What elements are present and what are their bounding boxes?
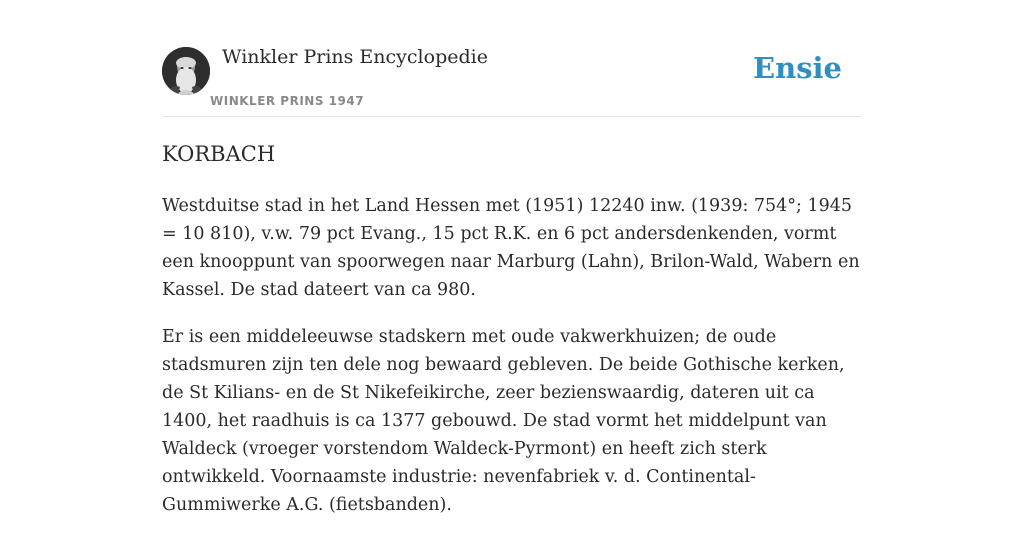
article-paragraph: Er is een middeleeuwse stadskern met oude vakwerkhuizen; de oude stadsmuren zijn ten dele nog bewaard gebleven. De beide Gothische kerken, de St Kilians- en de St Nikefeikirche, zeer bezienswaardig, dateren uit ca 1400, het raadhuis is ca 1377 gebouwd. De stad vormt het middelpunt van Waldeck (vroeger vorstendom Waldeck-Pyrmont) en heeft zich sterk ontwikkeld. Voornaamste industrie: nevenfabriek v. d. Continental-Gummiwerke A.G. (fietsbanden). [162,327,845,515]
article-paragraph: Westduitse stad in het Land Hessen met (1951) 12240 inw. (1939: 754°; 1945 = 10 810), v.w. 79 pct Evang., 15 pct R.K. en 6 pct andersdenkenden, vormt een knooppunt van spoorwegen naar Marburg (Lahn), Brilon-Wald, Wabern en Kassel. De stad dateert van ca 980. [162,196,860,300]
article-title: KORBACH [162,142,276,166]
header [162,0,862,117]
edition-label[interactable]: WINKLER PRINS 1947 [210,94,365,108]
site-title[interactable]: Winkler Prins Encyclopedie [222,46,488,68]
bearded-man-portrait-icon[interactable] [162,47,210,95]
brand-logo[interactable]: Ensie [753,51,842,85]
page [162,0,862,515]
article-body [162,192,862,538]
